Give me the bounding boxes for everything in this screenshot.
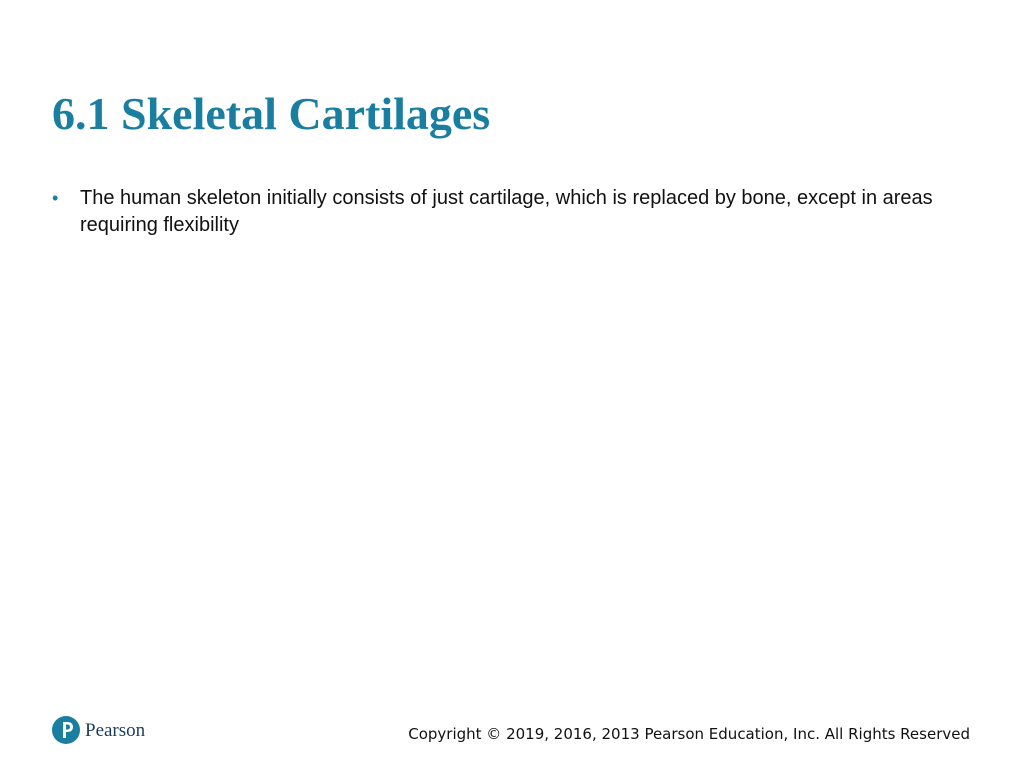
bullet-list bbox=[52, 185, 972, 239]
bullet-text: The human skeleton initially consists of just cartilage, which is replaced by bone, except in areas requiring flexibility bbox=[80, 187, 933, 236]
pearson-p-icon bbox=[52, 714, 80, 746]
bullet-item bbox=[52, 185, 972, 239]
copyright-text: Copyright © 2019, 2016, 2013 Pearson Education, Inc. All Rights Reserved bbox=[408, 725, 970, 743]
pearson-wordmark: Pearson bbox=[85, 719, 146, 741]
pearson-logo bbox=[52, 714, 145, 746]
bullet-marker: • bbox=[52, 188, 59, 208]
slide-title: 6.1 Skeletal Cartilages bbox=[52, 88, 491, 139]
